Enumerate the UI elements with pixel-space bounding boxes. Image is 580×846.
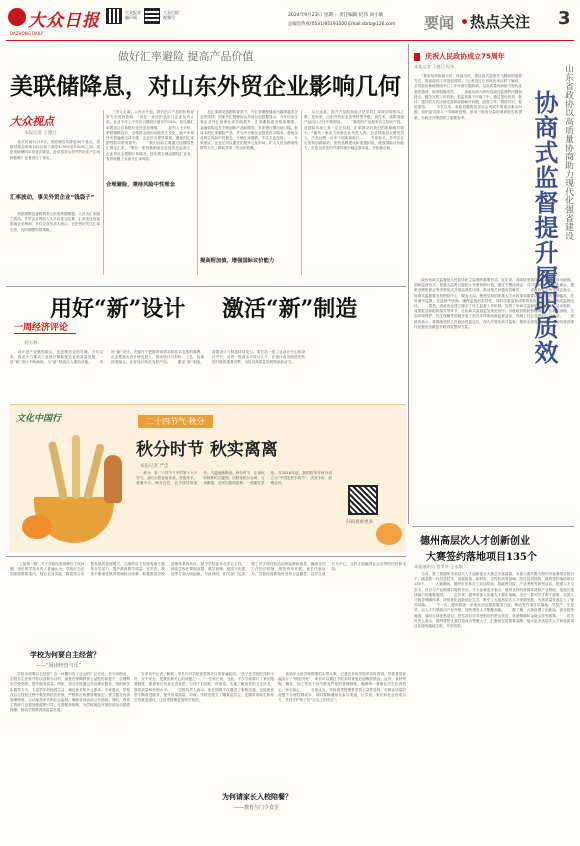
qr-code-icon[interactable] <box>348 485 378 515</box>
commentary-column-logo <box>10 110 100 128</box>
qr-label-2: 大众日报 视频号 <box>163 10 179 20</box>
qr-code-icon[interactable] <box>106 8 122 24</box>
commentary-headline-left: 用好“新”设计 <box>50 296 186 322</box>
newspaper-logo-icon <box>8 8 26 26</box>
commentary-headline-right: 激活“新”制造 <box>222 296 358 322</box>
section-rule <box>6 556 406 557</box>
subhead-3: 提高附加值，增强国际议价能力 <box>200 258 275 264</box>
enterprise-body: 日前，第三届德州市高层次人才创新创业大赛总决赛落幕。本届大赛共吸引海内外参赛项目数百个，涵盖新一代信息技术、高端装备、新材料、生物医药等领域，经过层层选拔，最终签约落地项目135个。 大赛期间，德州市还举办了项目路演、投融资对接、产业考察等系列活动，搭建人才与资本、项目与产业精准对接的平台。不少参赛选手表示，德州良好的营商环境和产业基础，是他们选择落户的重要原因。 近年来，德州市深入实施人才强市战略，出台一系列引才育才政策，完善人才服务保障体系，持续优化创新创业生态，吸引了大批高层次人才来德发展，为高质量发展注入了强劲动能。 下一步，德州将进一步加大项目跟踪服务力度，推动签约项目早落地、早投产、早见效，以人才引领驱动产业升级，加快建设人才集聚高地。 据了解，大赛设置了创新组、创业组等赛道，面向全球征集项目，获奖项目可享受相应的资金扶持、场地保障和金融支持等政策。 有关负责人表示，德州将把大赛打造成为集聚人才、汇聚项目的重要品牌，推动更多高层次人才和优质项目在德州落地生根、开花结果。 <box>414 572 574 629</box>
contact-line: 总编室传真(0531)85193500 Email:dzrb@126.com <box>288 22 396 27</box>
top-story-byline: 本报记者 王德江 <box>24 131 57 136</box>
education-body-4: 食品安全是学校管理的头等大事。记者在多所学校采访时看到，学校食堂普遍实行了“明厨亮灶”，家长可以通过手机实时查看后厨操作情况。此外，食材采购、储存、加工等各个环节都有严格的管理制度，确保每一餐都让学生吃得放心、家长放心。 专家认为，学校食堂管理要坚持公益性原则，在保证质量的前提下合理控制成本，同时要畅通家长参与渠道，让学校、家长和社会形成合力，共同守护孩子们“舌尖上的安全”。 <box>278 672 406 703</box>
column-divider <box>197 110 198 275</box>
side-body-top: “我省坚持协商于民、协商为民，把协商式监督作为履职的重要方式，推动政协工作提质增效。”记者近日在省政协采访时了解到，全省政协系统围绕中心工作开展专题协商，以高质量协商助力现代化强省建设，取得积极成效。 省政协深入研究协商式监督的内涵和特点，健全完善工作机制，把监督寓于协商之中，通过提出意见、批评、建议的方式协助党委和政府解决问题、改进工作、增进共识、促进团结。 今年以来，省政协聚焦经济社会发展中的重点难点问题，组织委员深入一线调研视察，形成一批有分量的调研报告和提案，为科学决策提供了重要参考。 <box>414 74 522 120</box>
anniversary-banner <box>414 46 574 61</box>
date-line: 2024年9月23日 星期一 责任编辑 纪伟 刘小敏 <box>288 13 384 18</box>
solar-term-byline: 本报记者 严忠 <box>140 464 169 469</box>
side-column-kicker: 山东省政协以高质量协商助力现代化强省建设 <box>563 64 573 240</box>
commentary-body: 设计是产业链的源头，也是制造业的灵魂。今年以来，我省大力推动工业设计赋能制造业高质量发展，一批“新”设计不断涌现，为“新”制造注入强劲动能。 用好“新”设计，关键在于把握市场需求和技术变革的脉搏。企业要加大设计研发投入，推动设计与材料、工艺、装备深度融合，让好设计转化为好产品。 激活“新”制造，需要设计与制造协同发力。要打造一批工业设计中心和设计平台，培育一批高水平设计人才，让设计成为制造业转型升级的重要引擎，为经济高质量发展增添新动力。 <box>10 350 305 365</box>
subhead-2: 合理避险，秉持风险中性理念 <box>106 182 175 188</box>
masthead <box>6 4 574 44</box>
section-rule <box>6 286 406 287</box>
qr-code-icon[interactable] <box>144 8 160 24</box>
column-divider <box>301 110 302 275</box>
anniversary-banner-text: 庆祝人民政协成立75周年 <box>425 52 505 61</box>
top-story-body-col-2: “美元走弱，人民币升值，我们出口产品的价格竞争力会受到影响。”青岛一家纺织品出口企业负责人说。企业今年上半年出口额同比增长约12%，但近期汇率波动让订单报价变得更加谨慎。 业内人士分析，美联储降息后，全球资金流向可能发生变化，新兴市场货币普遍承压或走强，企业应当提早谋划，避免因汇率剧烈波动带来损失。 “我们目前主要通过远期结售汇锁定汇率。”烟台一家机械制造企业财务总监表示，企业每月会根据订单情况，按比例办理远期结汇业务，有效规避了大部分汇率风险。 <box>106 110 194 161</box>
education-body-2: 学校为何要自主经营？这一问题引发了社会的广泛讨论。有专家指出，学校自主经营并非以营利为目的，而是在保障教育公益性的前提下，合理利用学校资源，提升服务质量。例如，部分学校通过开设课后服务、组织研学实践等方式，丰富学生的校园生活，满足家长的多元需求。专家建议，学校在自主经营过程中要坚持依法依规，严格执行收费管理规定，建立健全内部管理制度，主动接受家长和社会监督，确保各项活动公开透明。同时，教育主管部门也要加强政策引导，完善配套制度，为学校规范开展经营活动提供保障，推动学校教育高质量发展。 <box>10 672 130 713</box>
section-label-underline <box>14 333 76 334</box>
solar-term-headline: 秋分时节 秋实离离 <box>136 440 278 460</box>
education-body-3: 在采访中记者了解到，家长们对学校食堂的关注度普遍较高。“孩子在学校吃得好不好、安不安全，是我们最关心的问题之一。”一位家长说。为此，不少学校推行了家长陪餐制度，邀请家长代表走进食堂，与孩子们同吃一份饭菜，实地了解食堂的卫生状况、饭菜质量和价格水平。 学校负责人表示，家长陪餐不仅增进了家校沟通，也促使食堂不断改进服务，提升饭菜质量。同时，学校还建立了膳食委员会，定期听取师生和家长的意见建议，让食堂管理更加科学规范。 <box>134 672 274 703</box>
pumpkin-icon <box>22 515 52 539</box>
grain-icon <box>72 435 80 499</box>
top-story-body-col-1b: 美联储降息意味着美元贬值预期增强，人民币汇率随之波动。外贸企业的收入大多以美元结算，汇率变化直接影响企业利润。多位企业负责人表示，正在密切关注汇率走势，及时调整结算策略。 <box>10 212 100 232</box>
header-rule <box>6 40 574 41</box>
enterprise-headline-1: 德州高层次人才创新创业 <box>420 536 530 547</box>
column-divider <box>408 44 409 524</box>
side-byline: 本报记者 王德江 纪伟 <box>414 64 455 69</box>
top-story-body-col-3: 在汇率波动加剧的背景下，外汇套期保值成为越来越多企业的选择。国家外汇管理局山东省分局数据显示，今年以来全省企业外汇套保比率持续提升，汇率避险意识明显增强。 金融机构也在不断创新产品和服务。多家银行推出低门槛、低成本的汇率避险产品，并为中小微企业提供首办服务，帮助企业树立风险中性理念，不赌汇率涨跌，专注主业经营。 专家建议，企业还可以通过拓展多元化市场、扩大人民币跨境结算等方式，降低对单一货币的依赖。 <box>200 110 306 151</box>
side-column-headline: 协商式监督提升履职质效 <box>530 90 559 365</box>
logo-subtitle: DAZHONG DAILY <box>10 31 44 36</box>
qr-label-1: 大众报业 融声阅 <box>125 10 141 20</box>
pumpkin-icon <box>376 523 402 545</box>
top-story-body-col-1: 北京时间9月19日，美联储宣布降息50个基点，将联邦基金利率目标区间下调至4.75%至5.00%之间。这是美联储四年来首次降息，此举将对山东外贸企业产生何种影响？记者进行了采访。 <box>10 140 100 160</box>
grain-icon <box>83 443 105 501</box>
solar-term-feature <box>10 404 406 552</box>
column-name: 大众视点 <box>10 115 54 128</box>
qr-caption: 扫码查看更多 <box>346 520 373 525</box>
enterprise-byline: 本报通讯员 贾荣华 王永顺 <box>414 564 463 569</box>
top-story-headline: 美联储降息，对山东外贸企业影响几何 <box>10 73 401 100</box>
top-story-body-col-4: 从长远看，提升产品附加值才是应对汇率波动的根本之策。近年来，山东外贸企业加快转型升级，高技术、高附加值产品出口占比不断提高。 “我们的产品拥有自主知识产权，在国际市场上有一定定价权，汇率波动对我们的影响相对较小。”潍坊一家动力设备企业负责人说。企业持续加大研发投入，产品远销一百多个国家和地区。 专家表示，外贸企业应坚持创新驱动，加快品牌建设和渠道拓展，增强国际议价能力，在复杂多变的外部环境中稳住基本盘、开拓新空间。 <box>304 110 404 151</box>
page-number: 3 <box>558 8 571 29</box>
top-story-kicker: 做好汇率避险 提高产品价值 <box>118 50 254 63</box>
enterprise-headline-2: 大赛签约落地项目135个 <box>426 552 537 563</box>
newspaper-logo: 大众日报 <box>28 11 100 31</box>
column-divider <box>103 110 104 275</box>
grain-icon <box>48 441 68 501</box>
solar-term-tag: 二十四节气·秋分 <box>138 415 213 428</box>
subsection-name: 热点关注 <box>470 13 531 31</box>
commentary-author: 刘玉林 <box>24 341 38 346</box>
divider-icon <box>462 19 467 24</box>
solar-term-body: 秋分，是二十四节气中的第十六个节气。此时太阳直射赤道，昼夜等长，寒暑平分。秋分过后，北半球昼短夜长，气温逐渐降低。秋分时节，正值秋收秋种的关键期，田野里稻谷金黄、玉米飘香，农民们抢收抢种，一派繁忙景象。自2018年起，我国将每年秋分设立为“中国农民丰收节”，庆祝丰收、致敬农民。 <box>136 471 332 486</box>
education-headline: 学校为何要自主经营？ <box>30 650 100 659</box>
solar-term-banner: 文化中国行 <box>16 414 62 424</box>
subhead-1: 汇率波动，事关外贸企业“钱袋子” <box>10 195 95 201</box>
education-subhead-2: ——教育与门令食堂 <box>234 805 280 811</box>
harvest-illustration <box>14 435 132 549</box>
banner-flag-icon <box>414 53 420 61</box>
side-body-middle: 政协协商式监督是人民政协民主监督的重要形式。近年来，省政协坚持以党的政治建设为统领，创新监督形式，把重点监督议题纳入年度协商计划，通过专题协商会、对口协商会、界别协商会、提案办理协商会等多种形式开展监督性协商，推动相关问题有效解决。 省政协有关负责同志表示，协商式监督要坚持围绕中心、服务大局，聚焦党和国家重大方针政策和重要决策部署的贯彻落实，在协商中监督、在监督中协商，确保监督的实效性。同时注重监督成果的转化运用，推动形成监督闭环。 据悉，省政协还建立健全了民主监督工作机制，完善了协商式监督的议题提出、活动组织、成果报送和跟踪落实等环节，让协商式监督更加规范有序。各级政协组织积极响应，在基层治理、生态环境保护、民生保障等领域开展了形式多样的协商监督活动，得到了社会各界的广泛认可。 省政协表示，将继续坚持人民政协性质定位，深入开展协商式监督，聚焦全省发展大局，为加快建设现代化强省贡献更多政协智慧和力量。 <box>414 278 574 329</box>
education-headline-2: 为何请家长入校陪餐？ <box>222 792 292 801</box>
section-rule <box>412 526 574 527</box>
education-body-1: 〈上接第一版〉关于学校经营管理自主权问题，受访的学校负责人普遍认为，学校应当在国家政策框架内，结合自身实际，探索适合本校发展的管理模式。合理的自主经营有助于激发办学活力，提升教育教学质量。近年来，我省不断深化教育领域综合改革，积极推进学校治理体系现代化，赋予学校更多办学自主权，鼓励学校在课程设置、教学管理、校园文化建设等方面大胆创新。与此同时，相关部门也加强了对学校经营活动的监督和指导，确保各项工作依法依规、规范有序开展。家长代表认为，学校经营要始终坚持公益属性，以学生成长为中心，这样才能赢得社会各界的信任和支持。 <box>10 562 406 577</box>
education-subhead: ——“阅读经营与乐” <box>36 663 82 669</box>
figure-icon <box>104 455 122 503</box>
section-label: 一周经济评论 <box>14 323 69 333</box>
section-name: 要闻 <box>424 14 455 32</box>
